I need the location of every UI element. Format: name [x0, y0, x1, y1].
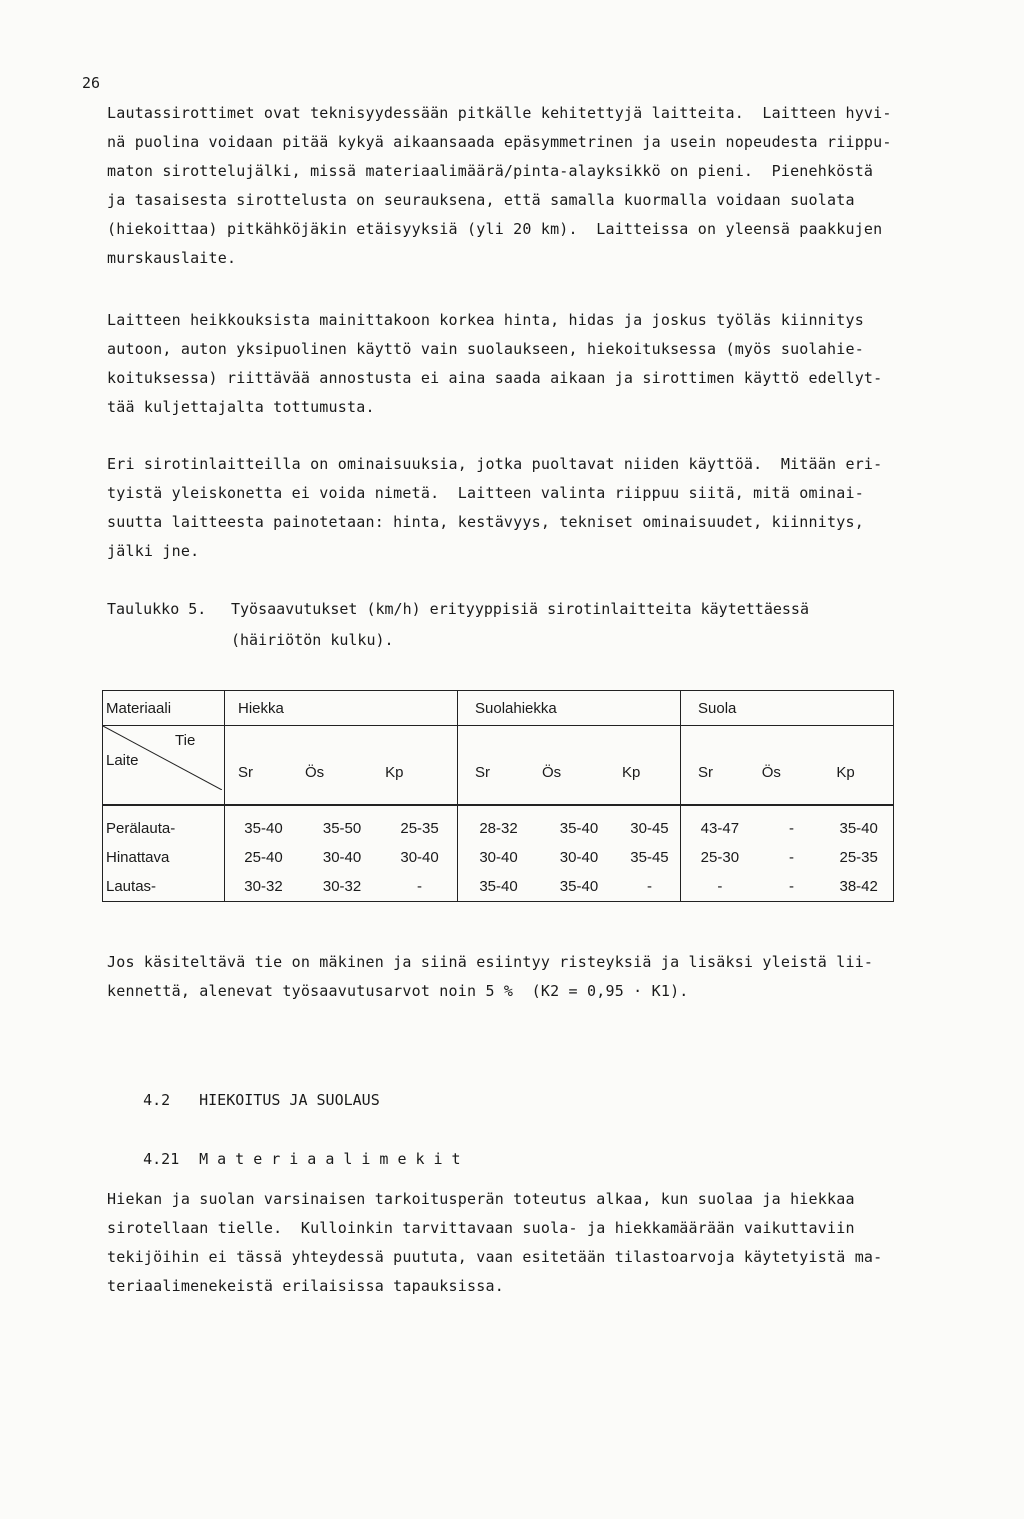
table-cell: 25-35 — [824, 843, 893, 872]
table-row — [103, 872, 894, 902]
subheader-os: Ös — [302, 726, 382, 806]
table-row — [103, 843, 894, 872]
text-line: Lautassirottimet ovat teknisyydessään pitkälle kehitettyjä laitteita. Laitteen hyvi- — [107, 104, 892, 122]
text-line: autoon, auton yksipuolinen käyttö vain suolaukseen, hiekoituksessa (myös suolahie- — [107, 340, 864, 358]
subsection-number: 4.21 — [143, 1150, 180, 1168]
table-cell: 30-32 — [302, 872, 382, 902]
text-line: maton sirottelujälki, missä materiaalimäärä/pinta-alayksikkö on pieni. Pienehköstä — [107, 162, 874, 180]
paragraph-properties — [107, 450, 927, 566]
text-line: sirotellaan tielle. Kulloinkin tarvittavaan suola- ja hiekkamäärään vaikuttaviin — [107, 1219, 855, 1237]
table-cell: 25-35 — [400, 820, 439, 837]
table-cell: - — [789, 820, 795, 837]
table-subheader-row — [103, 726, 894, 806]
subheader-os: Ös — [759, 726, 825, 806]
text-line: ja tasaisesta sirottelusta on seurauksena, että samalla kuormalla voidaan suolata — [107, 191, 855, 209]
diagonal-header-cell — [103, 726, 225, 806]
diag-label-tie: Tie — [175, 732, 196, 749]
table-cell: - — [759, 872, 825, 902]
subheader-sr: Sr — [458, 726, 540, 806]
text-line: jälki jne. — [107, 542, 200, 560]
table-cell: 35-40 — [559, 820, 599, 837]
work-rate-table — [102, 690, 894, 902]
section-title: HIEKOITUS JA SUOLAUS — [199, 1091, 380, 1109]
table-cell: 30-45 — [630, 820, 669, 837]
text-line: Hiekan ja suolan varsinaisen tarkoitusperän toteutus alkaa, kun suolaa ja hiekkaa — [107, 1190, 855, 1208]
text-line: murskauslaite. — [107, 249, 237, 267]
table-cell: - — [789, 849, 795, 866]
text-line: nä puolina voidaan pitää kykyä aikaansaada epäsymmetrinen ja usein nopeudesta riippu- — [107, 133, 892, 151]
table-cell: 30-40 — [400, 849, 439, 866]
text-line: koituksessa) riittävää annostusta ei aina saada aikaan ja sirottimen käyttö edellyt- — [107, 369, 883, 387]
table-cell: - — [382, 872, 457, 902]
subsection-title: Materiaalimekit — [199, 1150, 470, 1168]
table-cell: 30-40 — [559, 849, 599, 866]
table-caption-label: Taulukko 5. — [107, 600, 207, 618]
diag-label-laite: Laite — [106, 752, 139, 769]
subheader-kp: Kp — [824, 726, 893, 806]
header-group-suolahiekka: Suolahiekka — [458, 691, 681, 726]
subsection-heading — [107, 1132, 470, 1186]
text-line: Laitteen heikkouksista mainittakoon korkea hinta, hidas ja joskus työläs kiinnitys — [107, 311, 864, 329]
table-cell: 35-40 — [225, 805, 302, 843]
table-cell: 35-40 — [458, 872, 540, 902]
paragraph-weaknesses — [107, 306, 927, 422]
subheader-kp: Kp — [619, 726, 681, 806]
table-cell: 35-40 — [824, 805, 893, 843]
row-label: Lautas- — [103, 872, 225, 902]
row-label: Hinattava — [103, 843, 225, 872]
table-cell: 35-50 — [322, 820, 362, 837]
table-header-row — [103, 691, 894, 726]
text-line: Eri sirotinlaitteilla on ominaisuuksia, jotka puoltavat niiden käyttöä. Mitään eri- — [107, 455, 883, 473]
text-line: Jos käsiteltävä tie on mäkinen ja siinä esiintyy risteyksiä ja lisäksi yleistä lii- — [107, 953, 874, 971]
table-cell: 28-32 — [458, 805, 540, 843]
subheader-sr: Sr — [681, 726, 759, 806]
table-cell: 30-40 — [458, 843, 540, 872]
subheader-kp: Kp — [382, 726, 457, 806]
header-group-suola: Suola — [681, 691, 894, 726]
text-line: tekijöihin ei tässä yhteydessä puututa, vaan esitetään tilastoarvoja käytetyistä ma- — [107, 1248, 883, 1266]
header-material: Materiaali — [103, 691, 225, 726]
row-label: Perälauta- — [103, 805, 225, 843]
paragraph-materials — [107, 1185, 927, 1301]
table-cell: 43-47 — [681, 805, 759, 843]
header-group-hiekka: Hiekka — [225, 691, 458, 726]
table-cell: 38-42 — [824, 872, 893, 902]
text-line: (hiekoittaa) pitkähköjäkin etäisyyksiä (yli 20 km). Laitteissa on yleensä paakkujen — [107, 220, 883, 238]
text-line: tyistä yleiskonetta ei voida nimetä. Laitteen valinta riippuu siitä, mitä ominai- — [107, 484, 864, 502]
section-heading — [107, 1073, 380, 1127]
text-line: kennettä, alenevat työsaavutusarvot noin 5 % (K2 = 0,95 · K1). — [107, 982, 689, 1000]
table-cell: - — [619, 872, 681, 902]
table-cell: 35-45 — [630, 849, 669, 866]
text-line: teriaalimenekeistä erilaisissa tapauksissa. — [107, 1277, 504, 1295]
subheader-os: Ös — [539, 726, 619, 806]
section-number: 4.2 — [143, 1091, 171, 1109]
text-line: suutta laitteesta painotetaan: hinta, kestävyys, tekniset ominaisuudet, kiinnitys, — [107, 513, 864, 531]
table-caption-line: (häiriötön kulku). — [231, 631, 394, 649]
table-caption-line: Työsaavutukset (km/h) erityyppisiä sirotinlaitteita käytettäessä — [231, 600, 809, 618]
table-cell: 25-30 — [681, 843, 759, 872]
table-cell: 30-32 — [225, 872, 302, 902]
paragraph-intro — [107, 99, 927, 273]
table-cell: - — [681, 872, 759, 902]
page-number: 26 — [82, 74, 101, 92]
table-cell: 25-40 — [225, 843, 302, 872]
table-row — [103, 805, 894, 843]
text-line: tää kuljettajalta tottumusta. — [107, 398, 375, 416]
table-cell: 35-40 — [539, 872, 619, 902]
table-cell: 30-40 — [322, 849, 362, 866]
paragraph-hilly-road — [107, 948, 927, 1006]
subheader-sr: Sr — [225, 726, 302, 806]
